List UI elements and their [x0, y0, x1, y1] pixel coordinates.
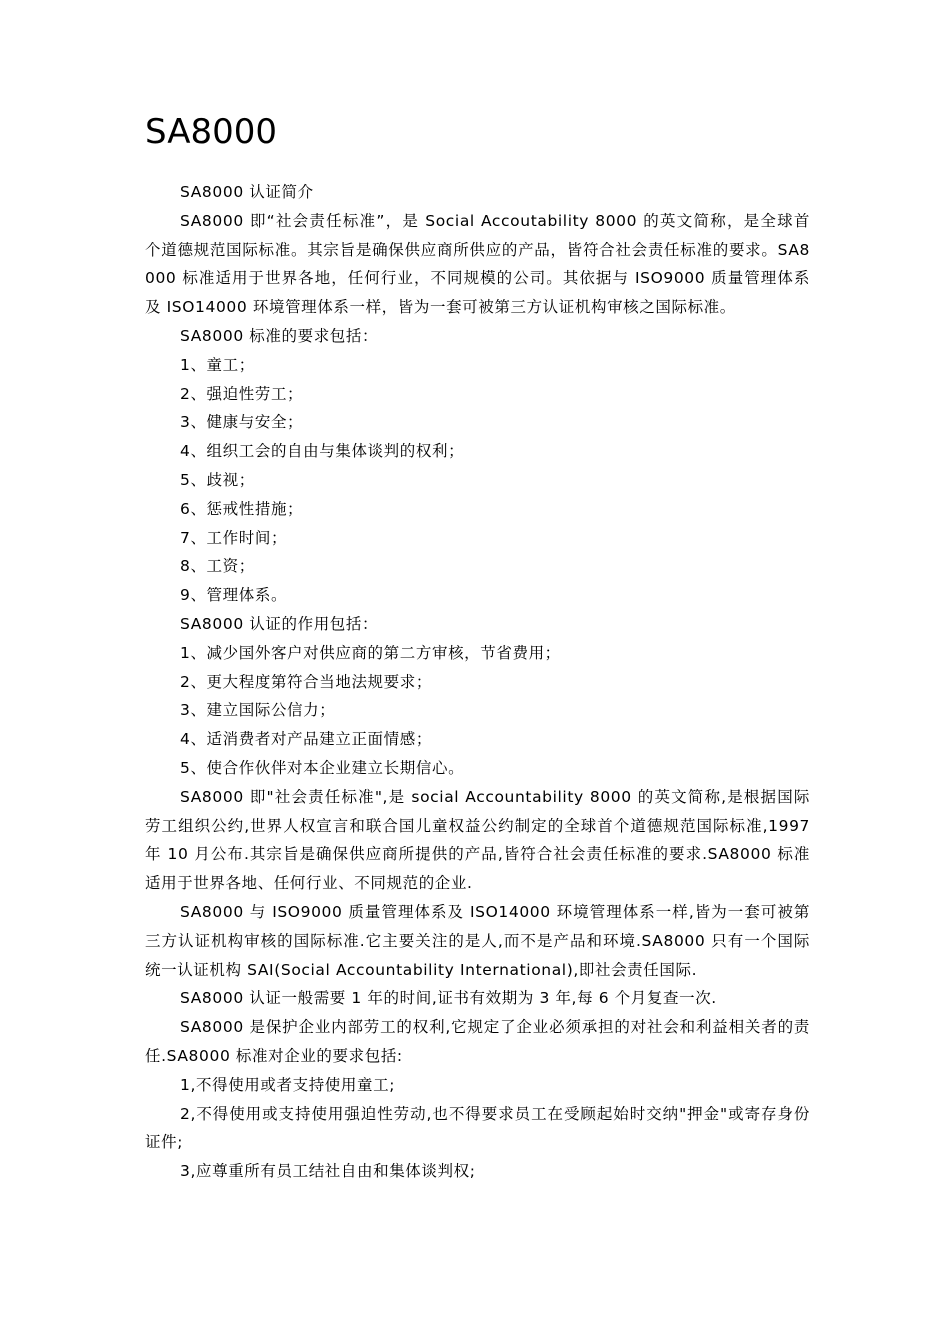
list-item: 2、更大程度第符合当地法规要求；	[180, 672, 432, 691]
list-item: 3、建立国际公信力；	[180, 701, 336, 720]
paragraph-definition: SA8000 即“社会责任标准”，是 Social Accoutability 8000 的英文简称，是全球首个道德规范国际标准。其宗旨是确保供应商所供应的产品，皆符合社会责任标准的要求。SA8000 标准适用于世界各地，任何行业，不同规模的公司。其依据与 ISO9000 质量管理体系及 ISO14000 环境管理体系一样，皆为一套可被第三方认证机构审核之国际标准。	[145, 211, 810, 317]
list-item: 1,不得使用或者支持使用童工;	[180, 1075, 396, 1094]
list-item: 1、减少国外客户对供应商的第二方审核，节省费用；	[180, 643, 561, 662]
list-item: 8、工资；	[180, 557, 255, 576]
list-item: 3,应尊重所有员工结社自由和集体谈判权;	[180, 1162, 476, 1181]
paragraph-standard-background: SA8000 即"社会责任标准",是 social Accountability 8000 的英文简称,是根据国际劳工组织公约,世界人权宣言和联合国儿童权益公约制定的全球首个道德规范国际标准,1997 年 10 月公布.其宗旨是确保供应商所提供的产品,皆符合社会责任标准的要求.SA8000 标准适用于世界各地、任何行业、不同规范的企业.	[145, 787, 810, 893]
list-item: 7、工作时间；	[180, 528, 288, 547]
list-item: 6、惩戒性措施；	[180, 499, 304, 518]
list-item: 3、健康与安全；	[180, 413, 304, 432]
paragraph-intro-heading: SA8000 认证简介	[180, 183, 314, 201]
list-item: 1、童工；	[180, 355, 255, 374]
paragraph-requirements-heading: SA8000 标准的要求包括：	[180, 326, 379, 345]
list-item: 9、管理体系。	[180, 586, 288, 605]
list-item: 5、使合作伙伴对本企业建立长期信心。	[180, 758, 465, 777]
paragraph-benefits-heading: SA8000 认证的作用包括：	[180, 614, 379, 633]
document-title: SA8000	[145, 112, 277, 152]
list-item: 4、适消费者对产品建立正面情感；	[180, 730, 432, 749]
list-item: 2、强迫性劳工；	[180, 384, 304, 403]
paragraph-certification-duration: SA8000 认证一般需要 1 年的时间,证书有效期为 3 年,每 6 个月复查一次.	[180, 989, 717, 1008]
document-page	[145, 108, 810, 1186]
paragraph-employee-rights: SA8000 是保护企业内部劳工的权利,它规定了企业必须承担的对社会和利益相关者的责任.SA8000 标准对企业的要求包括:	[145, 1018, 810, 1065]
paragraph-certification-body: SA8000 与 ISO9000 质量管理体系及 ISO14000 环境管理体系一样,皆为一套可被第三方认证机构审核的国际标准.它主要关注的是人,而不是产品和环境.SA8000 只有一个国际统一认证机构 SAI(Social Accountability International),即社会责任国际.	[145, 902, 810, 979]
list-item: 4、组织工会的自由与集体谈判的权利；	[180, 442, 465, 461]
list-item: 2,不得使用或支持使用强迫性劳动,也不得要求员工在受顾起始时交纳"押金"或寄存身份证件;	[145, 1104, 810, 1152]
document-body	[145, 178, 810, 1186]
list-item: 5、歧视；	[180, 470, 255, 489]
